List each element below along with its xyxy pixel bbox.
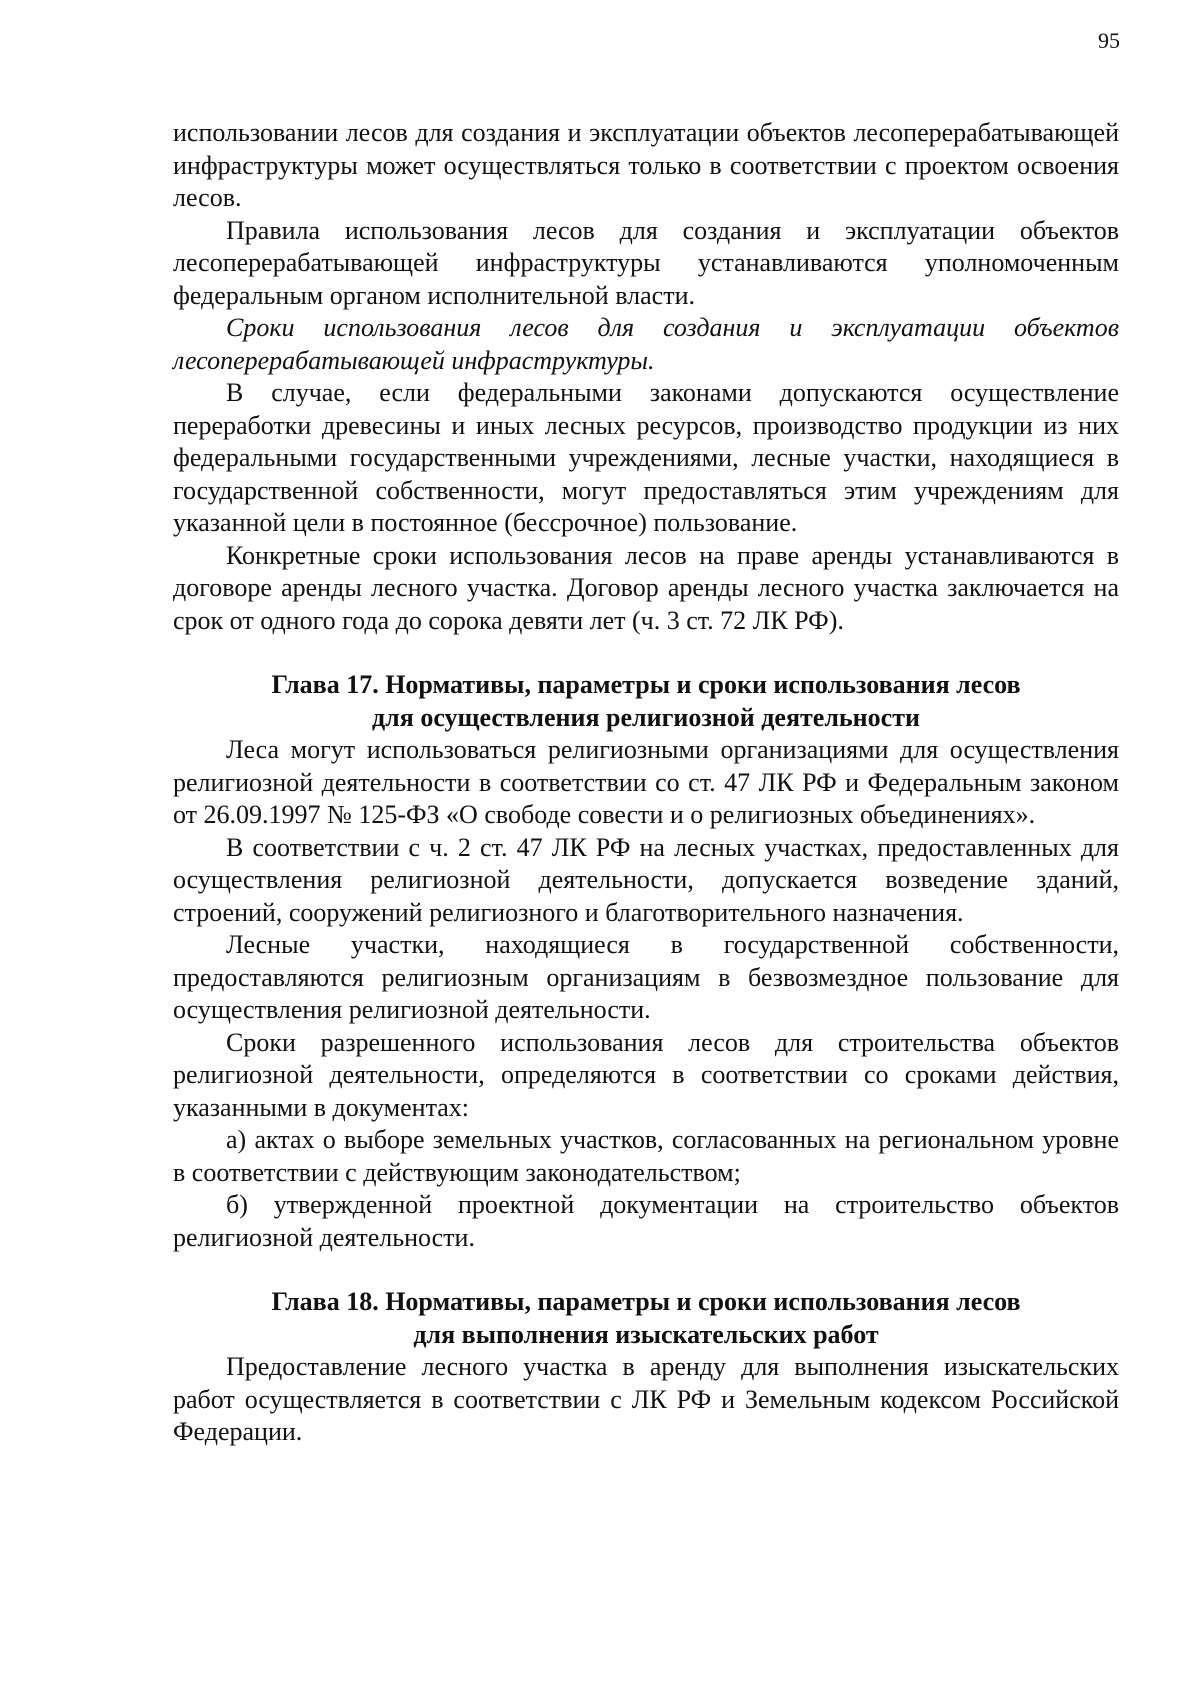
heading-line: Глава 18. Нормативы, параметры и сроки использования лесов <box>271 1287 1021 1316</box>
chapter-17-heading <box>173 669 1119 734</box>
paragraph: В соответствии с ч. 2 ст. 47 ЛК РФ на лесных участках, предоставленных для осуществления религиозной деятельности, допускается возведение зданий, строений, сооружений религиозного и благотворительного назначения. <box>173 832 1119 927</box>
paragraph: использовании лесов для создания и эксплуатации объектов лесоперерабатывающей инфраструктуры может осуществляться только в соответствии с проектом освоения лесов. <box>173 118 1119 212</box>
chapter-18-heading <box>173 1286 1119 1351</box>
paragraph: Предоставление лесного участка в аренду для выполнения изыскательских работ осуществляется в соответствии с ЛК РФ и Земельным кодексом Российской Федерации. <box>173 1352 1119 1446</box>
paragraph: Правила использования лесов для создания и эксплуатации объектов лесоперерабатывающей инфраструктуры устанавливаются уполномоченным федеральным органом исполнительной власти. <box>173 215 1119 310</box>
heading-line: Глава 17. Нормативы, параметры и сроки использования лесов <box>271 670 1021 699</box>
spacer <box>173 1254 1119 1286</box>
document-body <box>173 117 1119 1449</box>
heading-line: для выполнения изыскательских работ <box>413 1319 879 1349</box>
heading-line: для осуществления религиозной деятельности <box>372 702 920 732</box>
paragraph: Леса могут использоваться религиозными организациями для осуществления религиозной деятельности в соответствии со ст. 47 ЛК РФ и Федеральным законом от 26.09.1997 № 125-ФЗ «О свободе совести и о религиозных объединениях». <box>173 735 1119 829</box>
page-number: 95 <box>1098 28 1120 53</box>
paragraph: Сроки разрешенного использования лесов для строительства объектов религиозной деятельности, определяются в соответствии со сроками действия, указанными в документах: <box>173 1027 1119 1122</box>
list-item: б) утвержденной проектной документации на строительство объектов религиозной деятельности. <box>173 1190 1119 1252</box>
italic-paragraph: Сроки использования лесов для создания и эксплуатации объектов лесоперерабатывающей инфраструктуры. <box>173 313 1119 375</box>
spacer <box>173 637 1119 669</box>
paragraph: Лесные участки, находящиеся в государственной собственности, предоставляются религиозным организациям в безвозмездное пользование для осуществления религиозной деятельности. <box>173 930 1119 1024</box>
paragraph: Конкретные сроки использования лесов на праве аренды устанавливаются в договоре аренды лесного участка. Договор аренды лесного участка заключается на срок от одного года до сорока девяти лет (ч. 3 ст. 72 ЛК РФ). <box>173 540 1119 635</box>
paragraph: В случае, если федеральными законами допускаются осуществление переработки древесины и иных лесных ресурсов, производство продукции из них федеральными государственными учреждениями, лесные участки, находящиеся в государственной собственности, могут предоставляться этим учреждениям для указанной цели в постоянное (бессрочное) пользование. <box>173 378 1119 537</box>
list-item: а) актах о выборе земельных участков, согласованных на региональном уровне в соответствии с действующим законодательством; <box>173 1125 1119 1187</box>
